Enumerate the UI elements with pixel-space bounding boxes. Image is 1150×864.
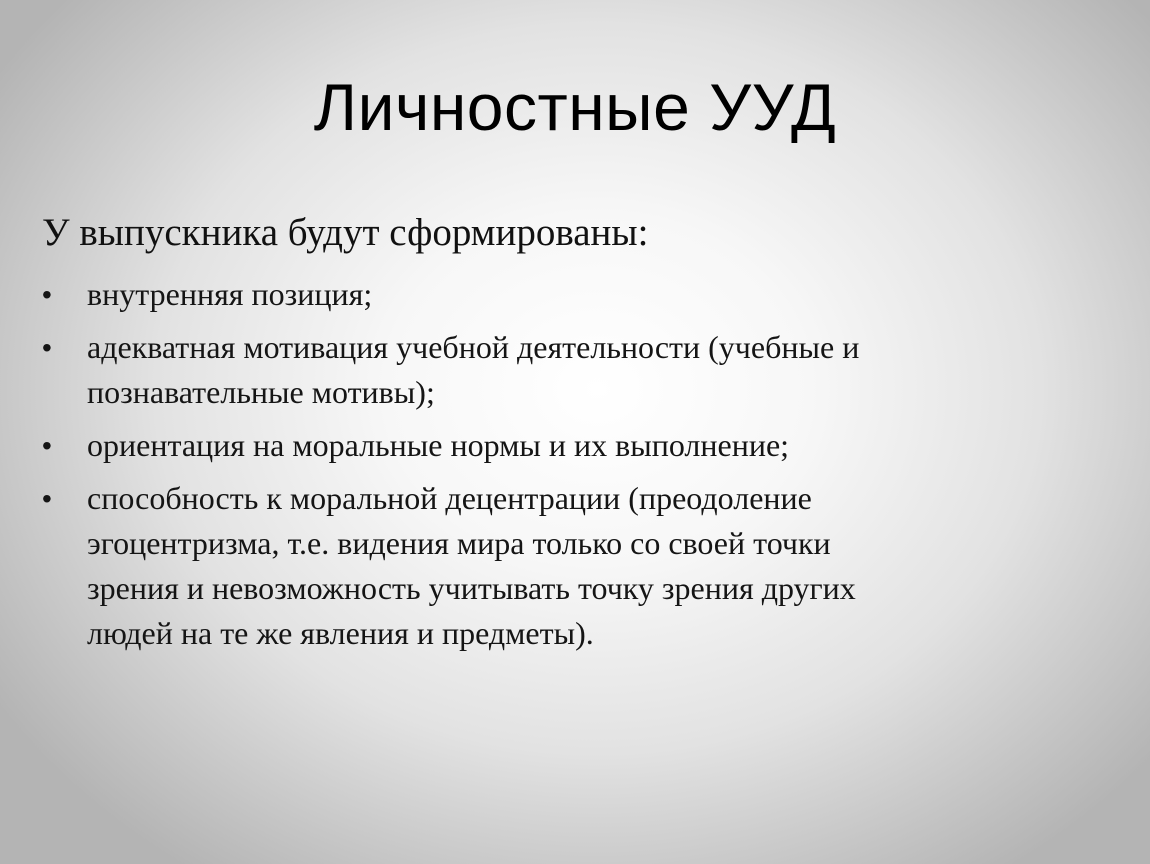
bullet-item <box>42 325 1042 415</box>
bullet-line: внутренняя позиция; <box>87 276 373 312</box>
bullet-icon: • <box>42 279 52 310</box>
bullet-item <box>42 476 1042 656</box>
bullet-line: познавательные мотивы); <box>87 374 435 410</box>
bullet-line: людей на те же явления и предметы). <box>87 615 594 651</box>
bullet-line: эгоцентризма, т.е. видения мира только со своей точки <box>87 525 831 561</box>
bullet-icon: • <box>42 332 52 363</box>
bullet-line: способность к моральной децентрации (преодоление <box>87 480 812 516</box>
slide-title: Личностные УУД <box>313 70 837 144</box>
bullet-item <box>42 272 1042 317</box>
bullet-line: адекватная мотивация учебной деятельности (учебные и <box>87 329 860 365</box>
bullet-item <box>42 423 1042 468</box>
bullet-icon: • <box>42 430 52 461</box>
slide-intro: У выпускника будут сформированы: <box>42 211 649 254</box>
bullet-line: ориентация на моральные нормы и их выполнение; <box>87 427 790 463</box>
bullet-icon: • <box>42 483 52 514</box>
bullet-list <box>42 272 1042 664</box>
bullet-line: зрения и невозможность учитывать точку зрения других <box>87 570 856 606</box>
